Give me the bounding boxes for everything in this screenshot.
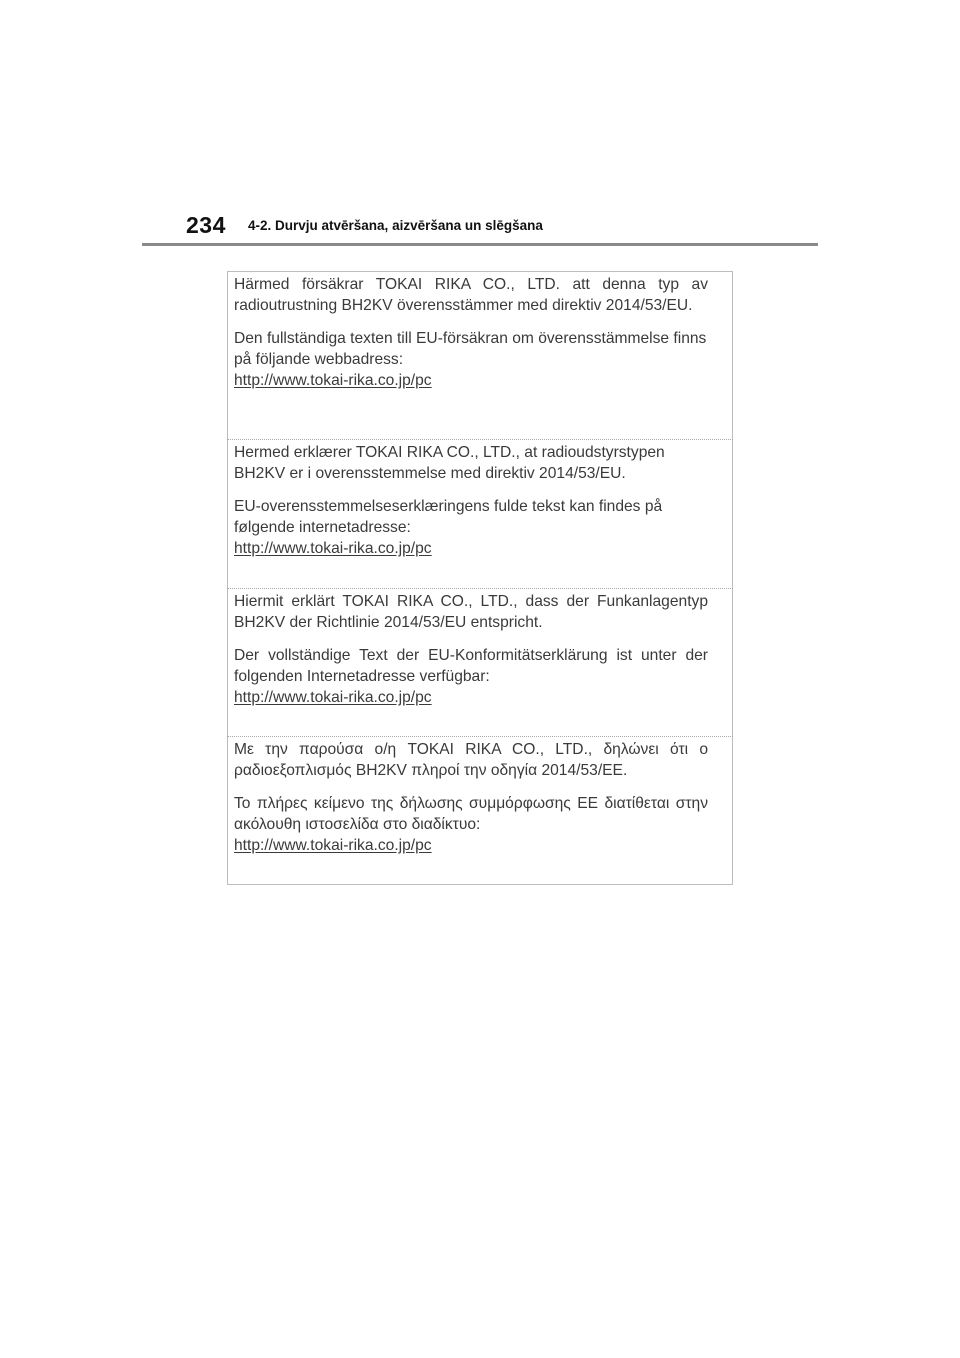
declaration-of-conformity-box: [227, 271, 733, 885]
notice-greek: [234, 739, 708, 856]
notice-danish: [234, 442, 708, 559]
notice-statement: Με την παρούσα ο/η TOKAI RIKA CO., LTD., δηλώνει ότι ο ραδιοεξοπλισμός BH2KV πληροί την οδηγία 2014/53/ΕΕ.: [234, 741, 708, 779]
notice-url-link[interactable]: http://www.tokai-rika.co.jp/pc: [234, 689, 432, 706]
notice-url-link[interactable]: http://www.tokai-rika.co.jp/pc: [234, 837, 432, 854]
notice-swedish: [234, 274, 708, 391]
notice-availability: Der vollständige Text der EU-Konformitätserklärung ist unter der folgenden Internetadresse verfügbar:: [234, 647, 708, 685]
section-title: 4-2. Durvju atvēršana, aizvēršana un slēgšana: [248, 218, 543, 233]
notice-statement: Härmed försäkrar TOKAI RIKA CO., LTD. att denna typ av radioutrustning BH2KV överensstämmer med direktiv 2014/53/EU.: [234, 276, 708, 314]
page-number: 234: [186, 212, 226, 238]
notice-statement: Hiermit erklärt TOKAI RIKA CO., LTD., dass der Funkanlagentyp BH2KV der Richtlinie 2014/53/EU entspricht.: [234, 593, 708, 631]
header-rule: [142, 243, 818, 246]
notice-statement: Hermed erklærer TOKAI RIKA CO., LTD., at radioudstyrstypen BH2KV er i overensstemmelse med direktiv 2014/53/EU.: [234, 444, 665, 482]
notice-divider: [227, 736, 733, 737]
notice-availability: Το πλήρες κείμενο της δήλωσης συμμόρφωσης ΕΕ διατίθεται στην ακόλουθη ιστοσελίδα στο διαδίκτυο:: [234, 795, 708, 833]
notice-availability: EU-overensstemmelseserklæringens fulde tekst kan findes på følgende internetadresse:: [234, 498, 663, 536]
notice-divider: [227, 439, 733, 440]
notice-url-link[interactable]: http://www.tokai-rika.co.jp/pc: [234, 372, 432, 389]
notice-availability: Den fullständiga texten till EU-försäkran om överensstämmelse finns på följande webbadress:: [234, 330, 707, 368]
notice-divider: [227, 588, 733, 589]
notice-url-link[interactable]: http://www.tokai-rika.co.jp/pc: [234, 540, 432, 557]
notice-german: [234, 591, 708, 708]
